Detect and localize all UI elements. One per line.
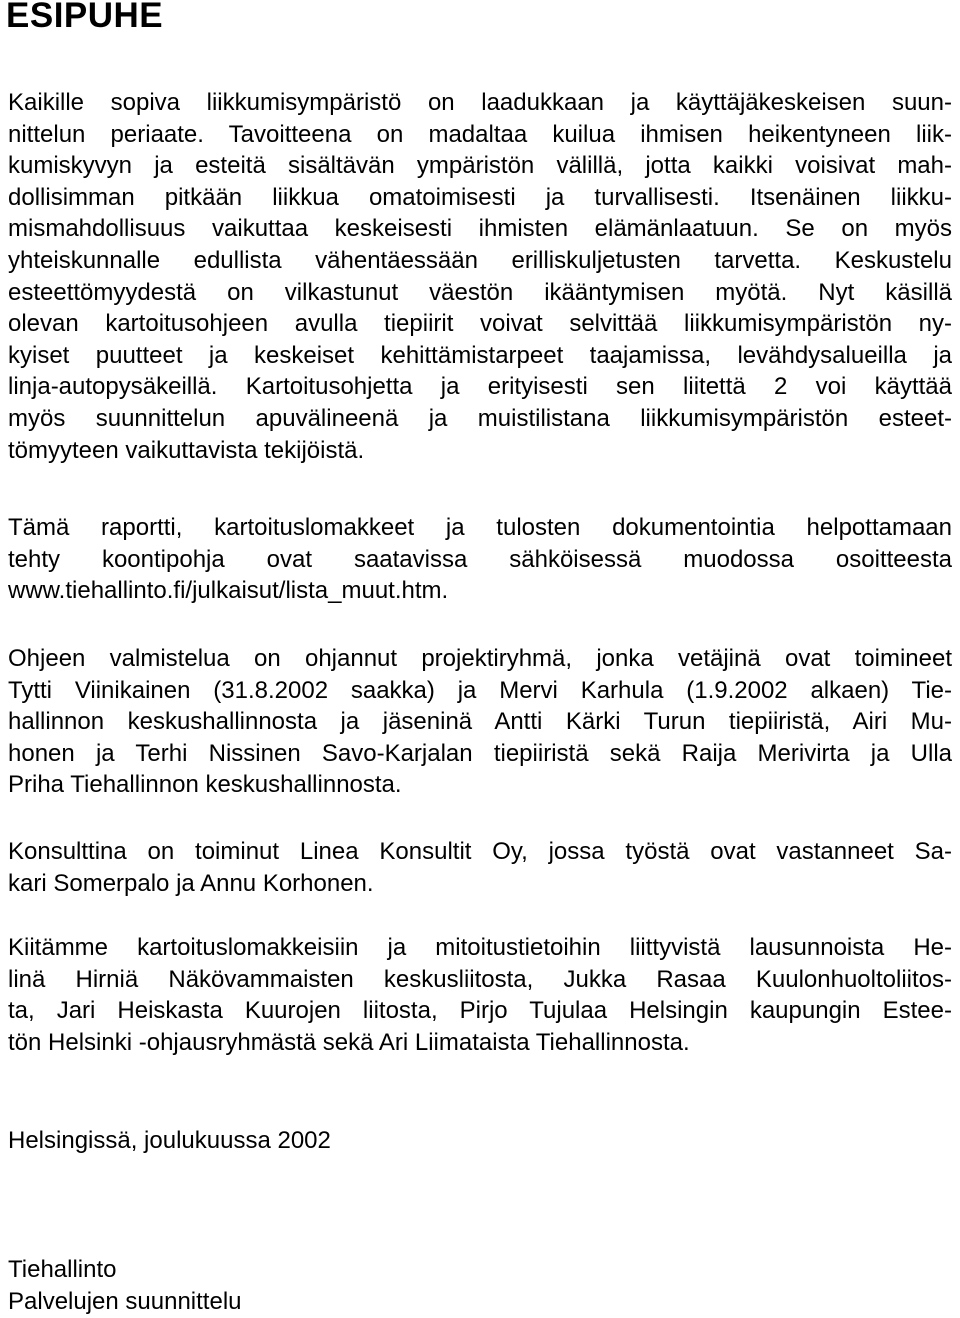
text-line: linja-autopysäkeillä. Kartoitusohjetta ja erityisesti sen liitettä 2 voi käyttää — [8, 373, 952, 401]
paragraph-intro — [8, 87, 952, 466]
text-line: Ohjeen valmistelua on ohjannut projektiryhmä, jonka vetäjinä ovat toimineet — [8, 645, 952, 672]
text-line: Kaikille sopiva liikkumisympäristö on laadukkaan ja käyttäjäkeskeisen suun- — [8, 89, 952, 116]
text-line: Konsulttina on toiminut Linea Konsultit Oy, jossa työstä ovat vastanneet Sa- — [8, 838, 952, 865]
text-line: kyiset puutteet ja keskeiset kehittämistarpeet taajamissa, levähdysalueilla ja — [8, 341, 952, 369]
signature-organization: Tiehallinto — [8, 1256, 117, 1283]
text-line: hallinnon keskushallinnosta ja jäseninä Antti Kärki Turun tiepiiristä, Airi Mu- — [8, 708, 952, 736]
text-line: tehty koontipohja ovat saatavissa sähköisessä muodossa osoitteesta — [8, 545, 952, 573]
text-line: tömyyteen vaikuttavista tekijöistä. — [8, 436, 365, 464]
text-line: ta, Jari Heiskasta Kuurojen liitosta, Pirjo Tujulaa Helsingin kaupungin Estee- — [8, 997, 952, 1025]
text-line: mismahdollisuus vaikuttaa keskeisesti ihmisten elämänlaatuun. Se on myös — [8, 215, 952, 243]
text-line: linä Hirniä Näkövammaisten keskusliitosta, Jukka Rasaa Kuulonhuoltoliitos- — [8, 965, 952, 993]
text-line: olevan kartoitusohjeen avulla tiepiirit voivat selvittää liikkumisympäristön ny- — [8, 310, 952, 338]
text-line: Kiitämme kartoituslomakkeisiin ja mitoitustietoihin liittyvistä lausunnoista He- — [8, 934, 952, 961]
page-title: ESIPUHE — [6, 0, 164, 35]
signature-unit: Palvelujen suunnittelu — [8, 1288, 242, 1315]
paragraph-project-group — [8, 643, 952, 801]
text-line: kari Somerpalo ja Annu Korhonen. — [8, 869, 374, 897]
paragraph-consultant — [8, 836, 952, 899]
text-line: esteettömyydestä on vilkastunut väestön ikääntymisen myötä. Nyt käsillä — [8, 278, 952, 306]
text-line: www.tiehallinto.fi/julkaisut/lista_muut.htm. — [8, 577, 449, 605]
text-line: dollisimman pitkään liikkua omatoimisesti ja turvallisesti. Itsenäinen liikku- — [8, 183, 952, 211]
text-line: Priha Tiehallinnon keskushallinnosta. — [8, 771, 402, 799]
text-line: yhteiskunnalle edullista vähentäessään erilliskuljetusten tarvetta. Keskustelu — [8, 246, 952, 274]
text-line: tön Helsinki -ohjausryhmästä sekä Ari Liimataista Tiehallinnosta. — [8, 1028, 690, 1056]
place-and-date: Helsingissä, joulukuussa 2002 — [8, 1127, 331, 1154]
paragraph-availability — [8, 512, 952, 607]
text-line: kumiskyvyn ja esteitä sisältävän ympäristön välillä, jotta kaikki voisivat mah- — [8, 152, 952, 180]
text-line: Tytti Viinikainen (31.8.2002 saakka) ja Mervi Karhula (1.9.2002 alkaen) Tie- — [8, 676, 952, 704]
text-line: honen ja Terhi Nissinen Savo-Karjalan tiepiiristä sekä Raija Merivirta ja Ulla — [8, 739, 952, 767]
text-line: myös suunnittelun apuvälineenä ja muistilistana liikkumisympäristön esteet- — [8, 404, 952, 432]
text-line: Tämä raportti, kartoituslomakkeet ja tulosten dokumentointia helpottamaan — [8, 514, 952, 541]
text-line: nittelun periaate. Tavoitteena on madaltaa kuilua ihmisen heikentyneen liik- — [8, 120, 952, 148]
paragraph-acknowledgements — [8, 932, 952, 1058]
